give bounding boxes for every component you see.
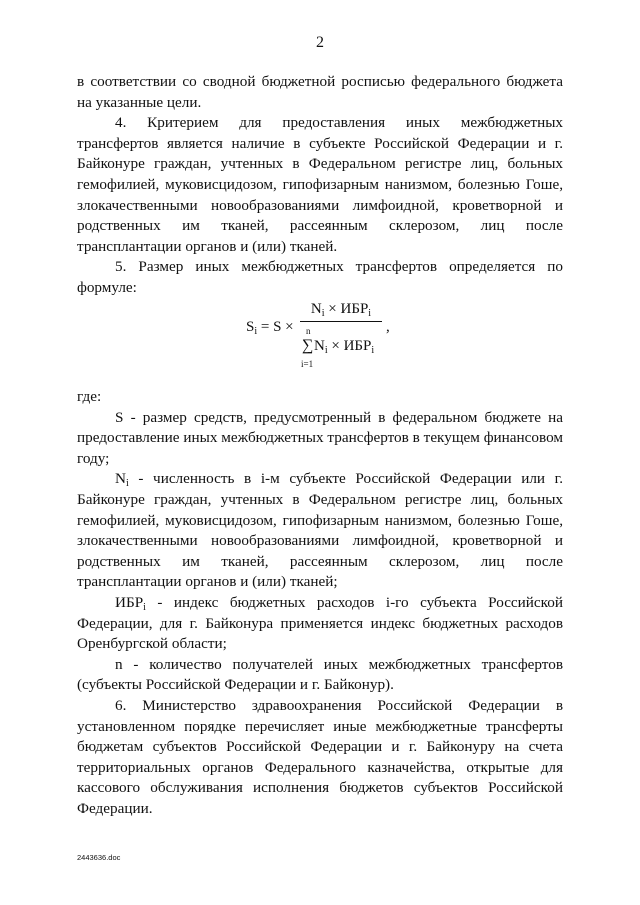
page-number: 2 — [316, 34, 324, 51]
formula-denominator — [300, 325, 382, 373]
formula-fraction — [300, 299, 382, 373]
paragraph-4: 4. Критерием для предоставления иных межбюджетных трансфертов является наличие в субъекте Российской Федерации и г. Байконуре граждан, учтенных в Федеральном регистре лиц, больных гемофилией, муковисцидозом, гипофизарным нанизмом, болезнью Гоше, злокачественными новообразованиями лимфоидной, кроветворной и родственных им тканей, рассеянным склерозом, лиц после трансплантации органов и (или) тканей. — [77, 114, 563, 255]
body-text-top — [77, 72, 563, 299]
formula-numerator: $N_i \times ИБР_i$ — [310, 301, 372, 319]
body-text-bottom — [77, 387, 563, 819]
formula-comma: , — [386, 319, 390, 335]
file-name-footer: 2443636.doc — [77, 853, 121, 862]
formula — [246, 297, 446, 377]
formula-lhs: $S_i = S$ × — [246, 319, 294, 337]
def-ni: $N_i$ - численность в i-м субъекте Российской Федерации или г. Байконуре граждан, учтенных в Федеральном регистре лиц, больных гемофилией, муковисцидозом, гипофизарным нанизмом, болезнью Гоше, злокачественными новообразованиями лимфоидной, кроветворной и родственных им тканей, рассеянным склерозом, лиц после трансплантации органов и (или) тканей; — [77, 470, 563, 591]
sum-expression: $N_i \times ИБР_i$ — [314, 338, 375, 356]
def-ibr: $ИБР_i$ - индекс бюджетных расходов i-го субъекта Российской Федерации, для г. Байконура применяется индекс бюджетных расходов Оренбургской области; — [77, 593, 563, 653]
fraction-bar — [300, 321, 382, 322]
sum-symbol: ∑ — [302, 337, 314, 354]
paragraph-6: 6. Министерство здравоохранения Российской Федерации в установленном порядке перечисляет иные межбюджетные трансферты бюджетам субъектов Российской Федерации и г. Байконуру на счета территориальных органов Федерального казначейства, открытые для кассового обслуживания исполнения бюджетов субъектов Российской Федерации. — [77, 696, 563, 817]
paragraph-5: 5. Размер иных межбюджетных трансфертов определяется по формуле: — [77, 258, 563, 296]
sum-lower-limit: i=1 — [301, 359, 314, 369]
def-n: n - количество получателей иных межбюджетных трансфертов (субъекты Российской Федерации и г. Байконур). — [77, 655, 563, 694]
where-label: где: — [77, 388, 102, 405]
paragraph-continuation: в соответствии со сводной бюджетной росписью федерального бюджета на указанные цели. — [77, 73, 563, 111]
sum-upper-limit: n — [306, 326, 311, 336]
def-s: S - размер средств, предусмотренный в федеральном бюджете на предоставление иных межбюджетных трансфертов в текущем финансовом году; — [77, 408, 563, 467]
